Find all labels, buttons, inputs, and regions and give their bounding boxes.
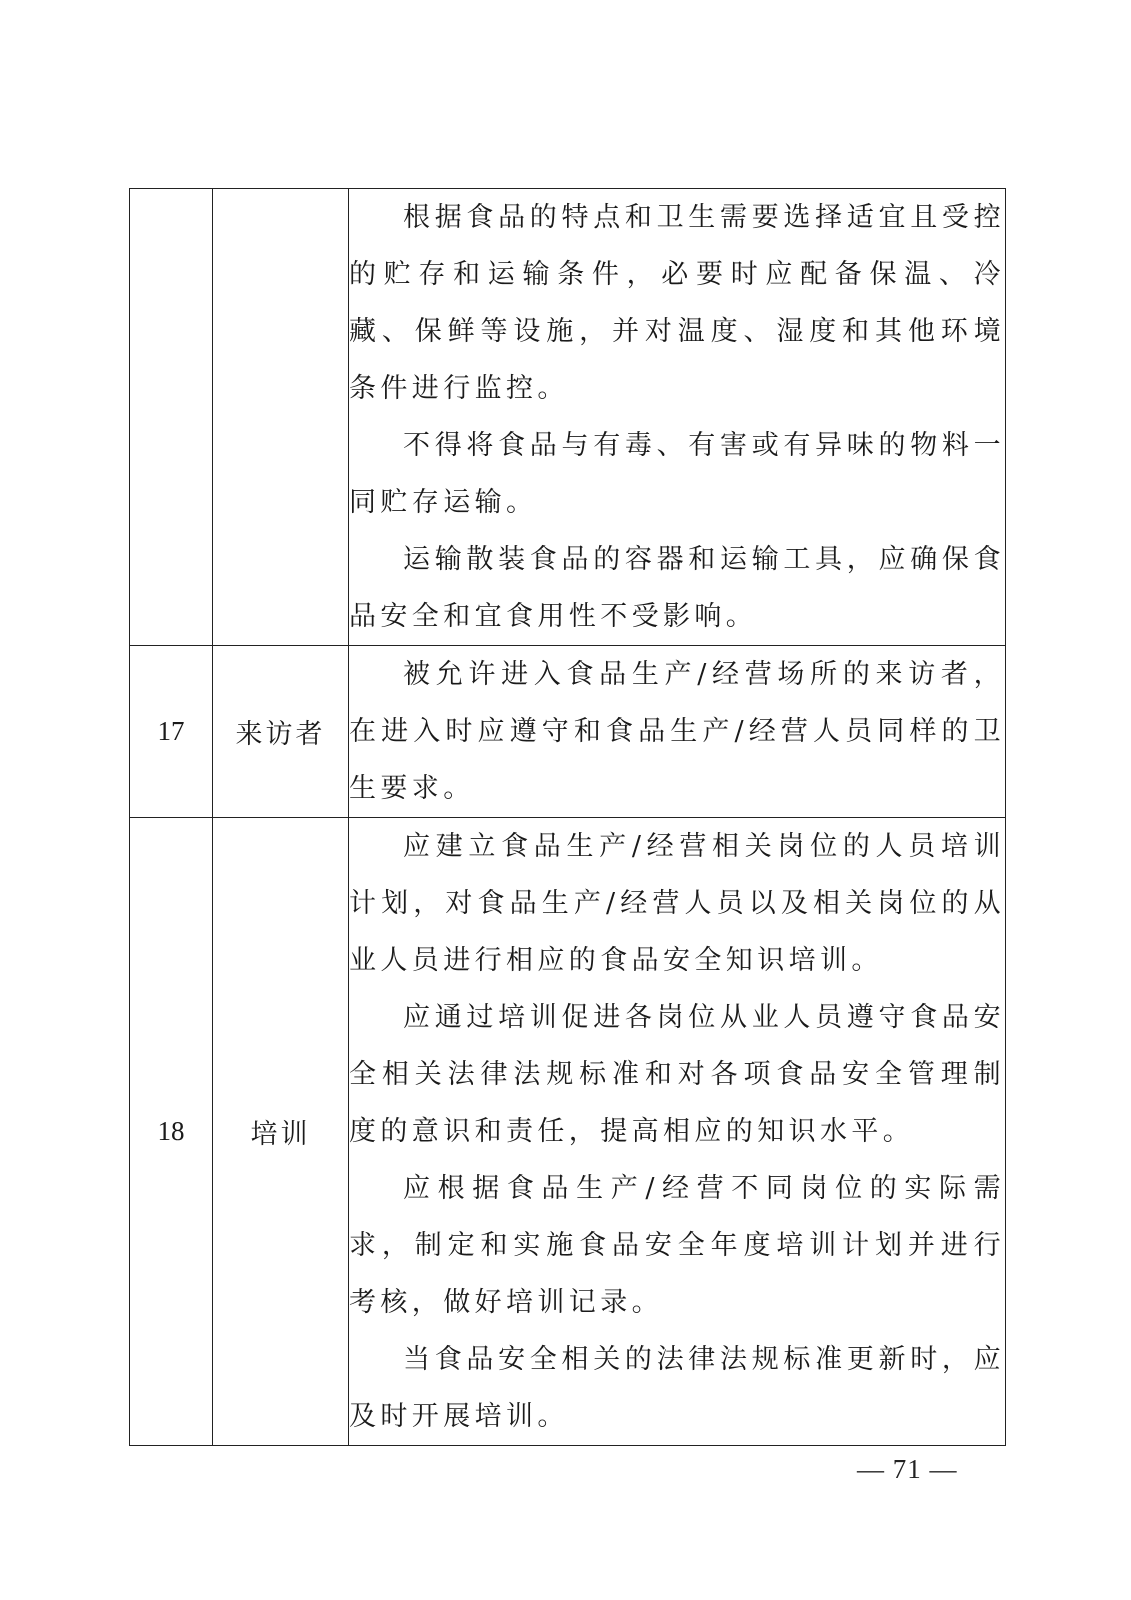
content-paragraph: 应建立食品生产/经营相关岗位的人员培训计划，对食品生产/经营人员以及相关岗位的从业人员进行相应的食品安全知识培训。	[349, 831, 1005, 976]
row-item: 培训	[213, 818, 349, 1446]
content-paragraph: 根据食品的特点和卫生需要选择适宜且受控的贮存和运输条件，必要时应配备保温、冷藏、保鲜等设施，并对温度、湿度和其他环境条件进行监控。	[349, 202, 1005, 404]
row-content	[349, 189, 1006, 646]
table-row	[130, 646, 1006, 818]
page-number: — 71 —	[857, 1454, 958, 1484]
row-content	[349, 646, 1006, 818]
content-paragraph: 运输散装食品的容器和运输工具，应确保食品安全和宜食用性不受影响。	[349, 544, 1005, 632]
row-number: 18	[130, 818, 213, 1446]
content-paragraph: 应通过培训促进各岗位从业人员遵守食品安全相关法律法规标准和对各项食品安全管理制度的意识和责任，提高相应的知识水平。	[349, 1002, 1005, 1147]
content-paragraph: 不得将食品与有毒、有害或有异味的物料一同贮存运输。	[349, 430, 1005, 518]
table-row	[130, 818, 1006, 1446]
table-row	[130, 189, 1006, 646]
row-item: 来访者	[213, 646, 349, 818]
row-number	[130, 189, 213, 646]
row-item	[213, 189, 349, 646]
content-paragraph: 当食品安全相关的法律法规标准更新时，应及时开展培训。	[349, 1344, 1005, 1432]
requirements-table	[129, 188, 1006, 1446]
row-content	[349, 818, 1006, 1446]
row-number: 17	[130, 646, 213, 818]
content-paragraph: 被允许进入食品生产/经营场所的来访者，在进入时应遵守和食品生产/经营人员同样的卫生要求。	[349, 659, 1005, 804]
content-paragraph: 应根据食品生产/经营不同岗位的实际需求，制定和实施食品安全年度培训计划并进行考核，做好培训记录。	[349, 1173, 1005, 1318]
